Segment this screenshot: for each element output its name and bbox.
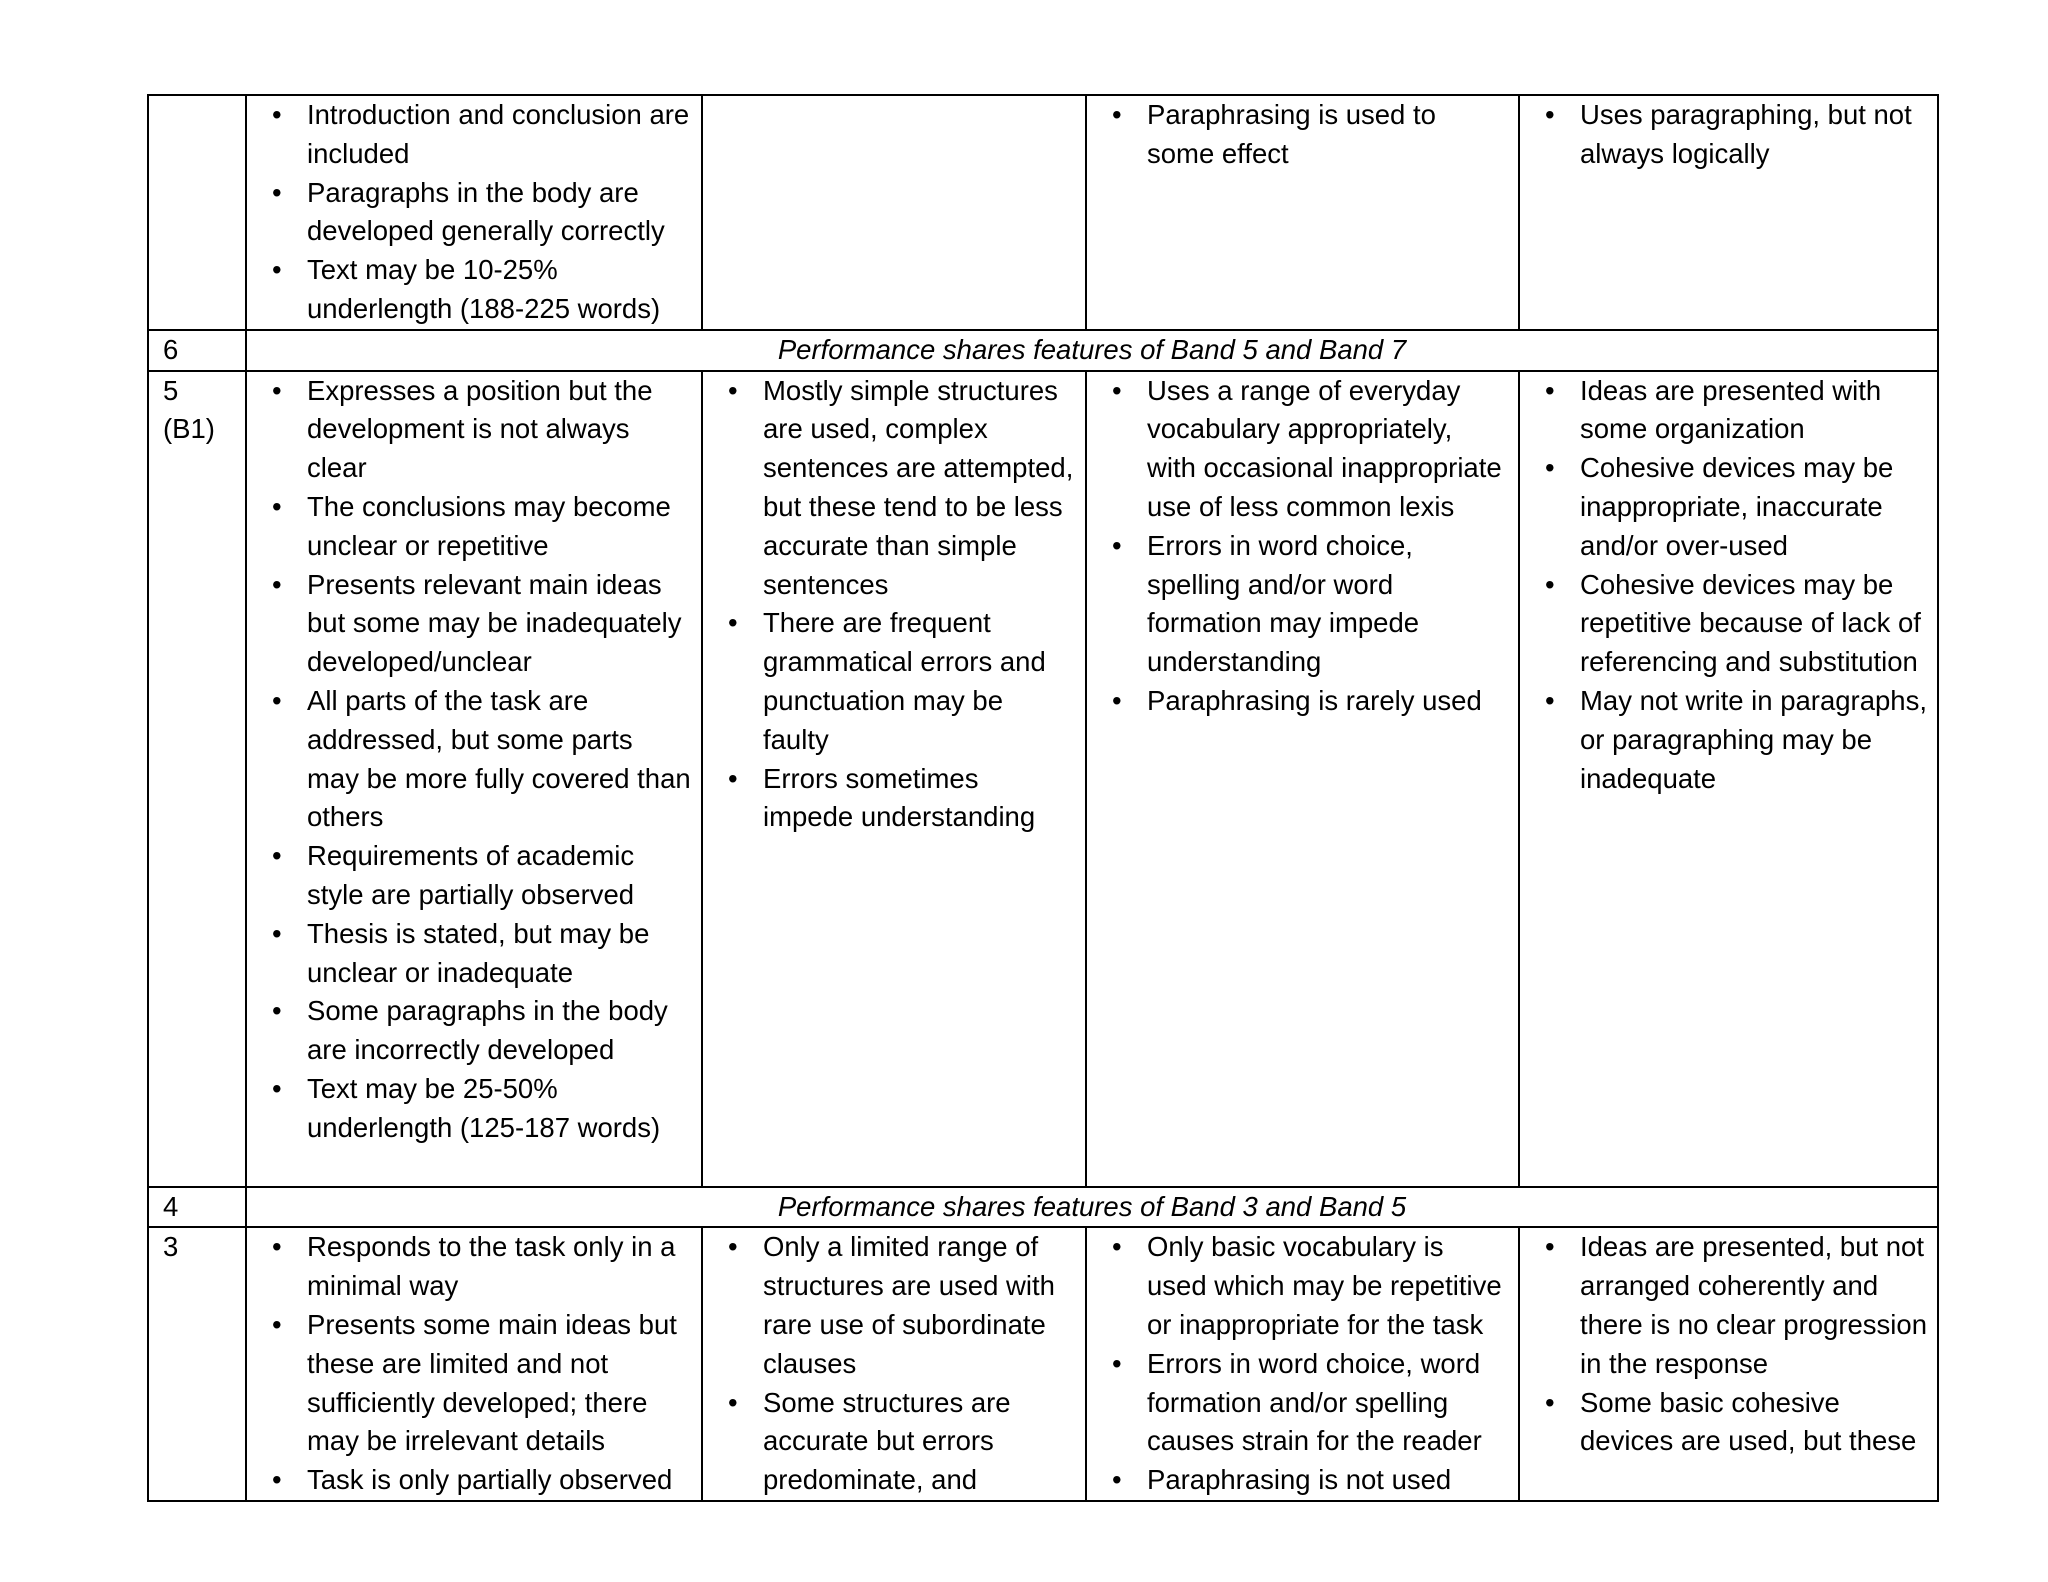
vocabulary-cell: [1086, 95, 1519, 330]
descriptor-list: [1087, 96, 1508, 174]
descriptor-item: • Requirements of academic style are partially observed: [247, 837, 691, 915]
descriptor-list: [1520, 1228, 1927, 1461]
coherence-cell: [1519, 371, 1938, 1187]
descriptor-item: • All parts of the task are addressed, but some parts may be more fully covered than others: [247, 682, 691, 837]
descriptor-list: [247, 1228, 691, 1500]
vocabulary-cell: [1086, 1227, 1519, 1501]
table-row: [148, 330, 1938, 371]
descriptor-item: • Text may be 25-50% underlength (125-187 words): [247, 1070, 691, 1148]
table-row: [148, 95, 1938, 330]
descriptor-item: • Presents some main ideas but these are limited and not sufficiently developed; there may be irrelevant details: [247, 1306, 691, 1461]
descriptor-list: [247, 372, 691, 1148]
shared-features-cell: Performance shares features of Band 3 and Band 5: [246, 1187, 1938, 1228]
task-response-cell: [246, 1227, 702, 1501]
descriptor-item: • Some basic cohesive devices are used, but these: [1520, 1384, 1927, 1462]
descriptor-item: • Errors sometimes impede understanding: [703, 760, 1075, 838]
grammar-cell: [702, 1227, 1086, 1501]
descriptor-item: • Ideas are presented, but not arranged coherently and there is no clear progression in the response: [1520, 1228, 1927, 1383]
descriptor-item: • Some structures are accurate but errors predominate, and: [703, 1384, 1075, 1500]
descriptor-item: • Presents relevant main ideas but some may be inadequately developed/unclear: [247, 566, 691, 682]
descriptor-item: • Only a limited range of structures are used with rare use of subordinate clauses: [703, 1228, 1075, 1383]
descriptor-item: • Mostly simple structures are used, complex sentences are attempted, but these tend to be less accurate than simple sentences: [703, 372, 1075, 605]
descriptor-item: • Some paragraphs in the body are incorrectly developed: [247, 992, 691, 1070]
table-row: [148, 371, 1938, 1187]
descriptor-item: • Responds to the task only in a minimal way: [247, 1228, 691, 1306]
descriptor-item: • Task is only partially observed: [247, 1461, 691, 1500]
descriptor-item: • Only basic vocabulary is used which may be repetitive or inappropriate for the task: [1087, 1228, 1508, 1344]
descriptor-list: [1087, 1228, 1508, 1500]
descriptor-item: • Introduction and conclusion are included: [247, 96, 691, 174]
descriptor-item: • May not write in paragraphs, or paragraphing may be inadequate: [1520, 682, 1927, 798]
descriptor-item: • Uses paragraphing, but not always logically: [1520, 96, 1927, 174]
coherence-cell: [1519, 1227, 1938, 1501]
descriptor-item: • Paraphrasing is used to some effect: [1087, 96, 1508, 174]
descriptor-item: • Errors in word choice, spelling and/or word formation may impede understanding: [1087, 527, 1508, 682]
band-cell: 3: [148, 1227, 246, 1501]
band-cell: 4: [148, 1187, 246, 1228]
descriptor-list: [703, 1228, 1075, 1500]
coherence-cell: [1519, 95, 1938, 330]
shared-features-cell: Performance shares features of Band 5 and Band 7: [246, 330, 1938, 371]
descriptor-list: [703, 372, 1075, 838]
descriptor-item: • Errors in word choice, word formation and/or spelling causes strain for the reader: [1087, 1345, 1508, 1461]
descriptor-item: • Paraphrasing is not used: [1087, 1461, 1508, 1500]
grammar-cell: [702, 371, 1086, 1187]
descriptor-item: • Ideas are presented with some organization: [1520, 372, 1927, 450]
band-descriptor-table: [147, 94, 1939, 1502]
descriptor-item: • Thesis is stated, but may be unclear or inadequate: [247, 915, 691, 993]
band-cell: 5 (B1): [148, 371, 246, 1187]
descriptor-item: • The conclusions may become unclear or repetitive: [247, 488, 691, 566]
task-response-cell: [246, 371, 702, 1187]
vocabulary-cell: [1086, 371, 1519, 1187]
descriptor-item: • Cohesive devices may be inappropriate, inaccurate and/or over-used: [1520, 449, 1927, 565]
descriptor-list: [1087, 372, 1508, 721]
table-row: [148, 1187, 1938, 1228]
descriptor-item: • Cohesive devices may be repetitive because of lack of referencing and substitution: [1520, 566, 1927, 682]
descriptor-item: • Uses a range of everyday vocabulary appropriately, with occasional inappropriate use of less common lexis: [1087, 372, 1508, 527]
band-cell: 6: [148, 330, 246, 371]
descriptor-item: • There are frequent grammatical errors and punctuation may be faulty: [703, 604, 1075, 759]
task-response-cell: [246, 95, 702, 330]
table-row: [148, 1227, 1938, 1501]
descriptor-list: [1520, 96, 1927, 174]
descriptor-item: • Text may be 10-25% underlength (188-225 words): [247, 251, 691, 329]
descriptor-list: [1520, 372, 1927, 799]
band-cell: [148, 95, 246, 330]
descriptor-list: [247, 96, 691, 329]
descriptor-item: • Paraphrasing is rarely used: [1087, 682, 1508, 721]
descriptor-item: • Expresses a position but the development is not always clear: [247, 372, 691, 488]
grammar-cell: [702, 95, 1086, 330]
descriptor-item: • Paragraphs in the body are developed generally correctly: [247, 174, 691, 252]
